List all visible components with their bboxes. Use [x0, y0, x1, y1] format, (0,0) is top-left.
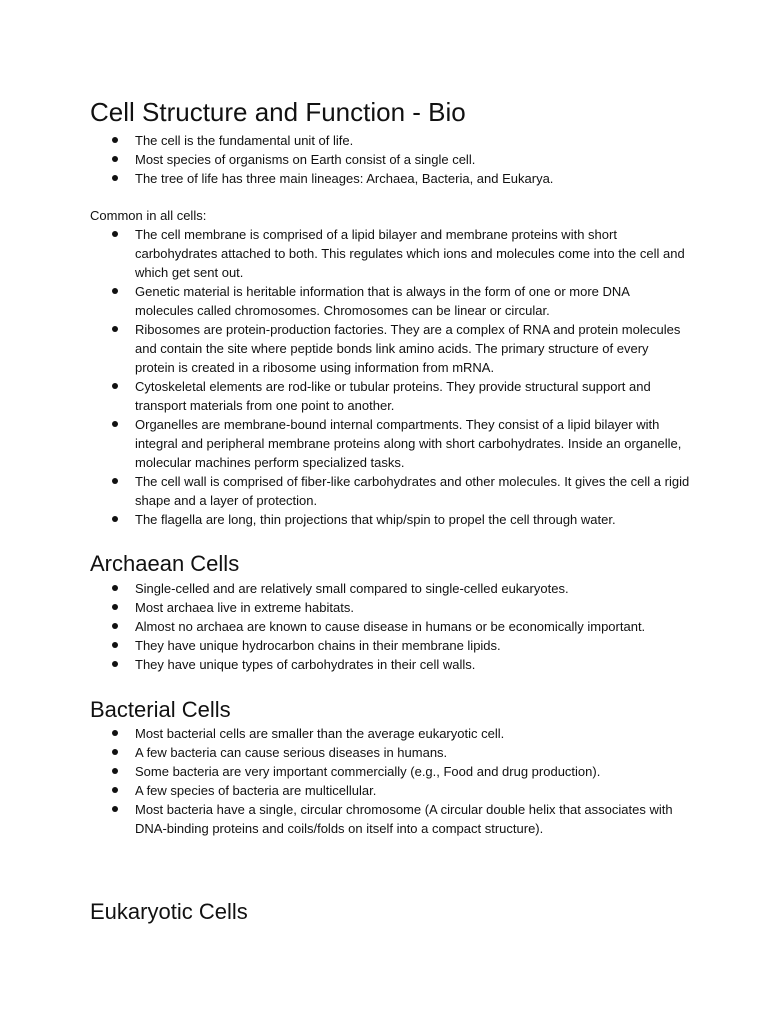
list-item: Most species of organisms on Earth consist of a single cell. [90, 150, 690, 169]
list-item: Organelles are membrane-bound internal compartments. They consist of a lipid bilayer with integral and peripheral membrane proteins along with short carbohydrates. Inside an organelle, molecular machines perform specialized tasks. [90, 415, 690, 472]
bullet-icon [112, 326, 118, 332]
intro-list [90, 131, 690, 188]
list-item: Most bacterial cells are smaller than the average eukaryotic cell. [90, 724, 690, 743]
list-item: Some bacteria are very important commercially (e.g., Food and drug production). [90, 762, 690, 781]
common-list [90, 225, 690, 529]
bacterial-heading: Bacterial Cells [90, 697, 231, 722]
bullet-icon [112, 749, 118, 755]
list-item: They have unique hydrocarbon chains in their membrane lipids. [90, 636, 690, 655]
list-item: Almost no archaea are known to cause disease in humans or be economically important. [90, 617, 690, 636]
list-item: A few bacteria can cause serious diseases in humans. [90, 743, 690, 762]
bullet-icon [112, 661, 118, 667]
bullet-icon [112, 806, 118, 812]
list-item: The tree of life has three main lineages: Archaea, Bacteria, and Eukarya. [90, 169, 690, 188]
list-item: A few species of bacteria are multicellular. [90, 781, 690, 800]
page-title: Cell Structure and Function - Bio [90, 97, 466, 127]
archaean-list [90, 579, 690, 674]
bullet-icon [112, 156, 118, 162]
list-item: The flagella are long, thin projections that whip/spin to propel the cell through water. [90, 510, 690, 529]
bullet-icon [112, 137, 118, 143]
bullet-icon [112, 623, 118, 629]
bullet-icon [112, 175, 118, 181]
list-item: The cell is the fundamental unit of life. [90, 131, 690, 150]
list-item: Most archaea live in extreme habitats. [90, 598, 690, 617]
common-label: Common in all cells: [90, 208, 207, 223]
archaean-heading: Archaean Cells [90, 551, 240, 576]
list-item: Most bacteria have a single, circular chromosome (A circular double helix that associates with DNA-binding proteins and coils/folds on itself into a compact structure). [90, 800, 690, 838]
eukaryotic-heading: Eukaryotic Cells [90, 899, 248, 924]
list-item: Ribosomes are protein-production factories. They are a complex of RNA and protein molecules and contain the site where peptide bonds link amino acids. The primary structure of every protein is created in a ribosome using information from mRNA. [90, 320, 690, 377]
bullet-icon [112, 585, 118, 591]
bullet-icon [112, 787, 118, 793]
bullet-icon [112, 642, 118, 648]
bacterial-list [90, 724, 690, 838]
bullet-icon [112, 516, 118, 522]
bullet-icon [112, 383, 118, 389]
bullet-icon [112, 231, 118, 237]
list-item: Genetic material is heritable information that is always in the form of one or more DNA molecules called chromosomes. Chromosomes can be linear or circular. [90, 282, 690, 320]
list-item: They have unique types of carbohydrates in their cell walls. [90, 655, 690, 674]
list-item: The cell membrane is comprised of a lipid bilayer and membrane proteins with short carbohydrates attached to both. This regulates which ions and molecules come into the cell and which get sent out. [90, 225, 690, 282]
list-item: Cytoskeletal elements are rod-like or tubular proteins. They provide structural support and transport materials from one point to another. [90, 377, 690, 415]
bullet-icon [112, 288, 118, 294]
bullet-icon [112, 768, 118, 774]
bullet-icon [112, 730, 118, 736]
bullet-icon [112, 478, 118, 484]
bullet-icon [112, 604, 118, 610]
bullet-icon [112, 421, 118, 427]
list-item: Single-celled and are relatively small compared to single-celled eukaryotes. [90, 579, 690, 598]
list-item: The cell wall is comprised of fiber-like carbohydrates and other molecules. It gives the cell a rigid shape and a layer of protection. [90, 472, 690, 510]
